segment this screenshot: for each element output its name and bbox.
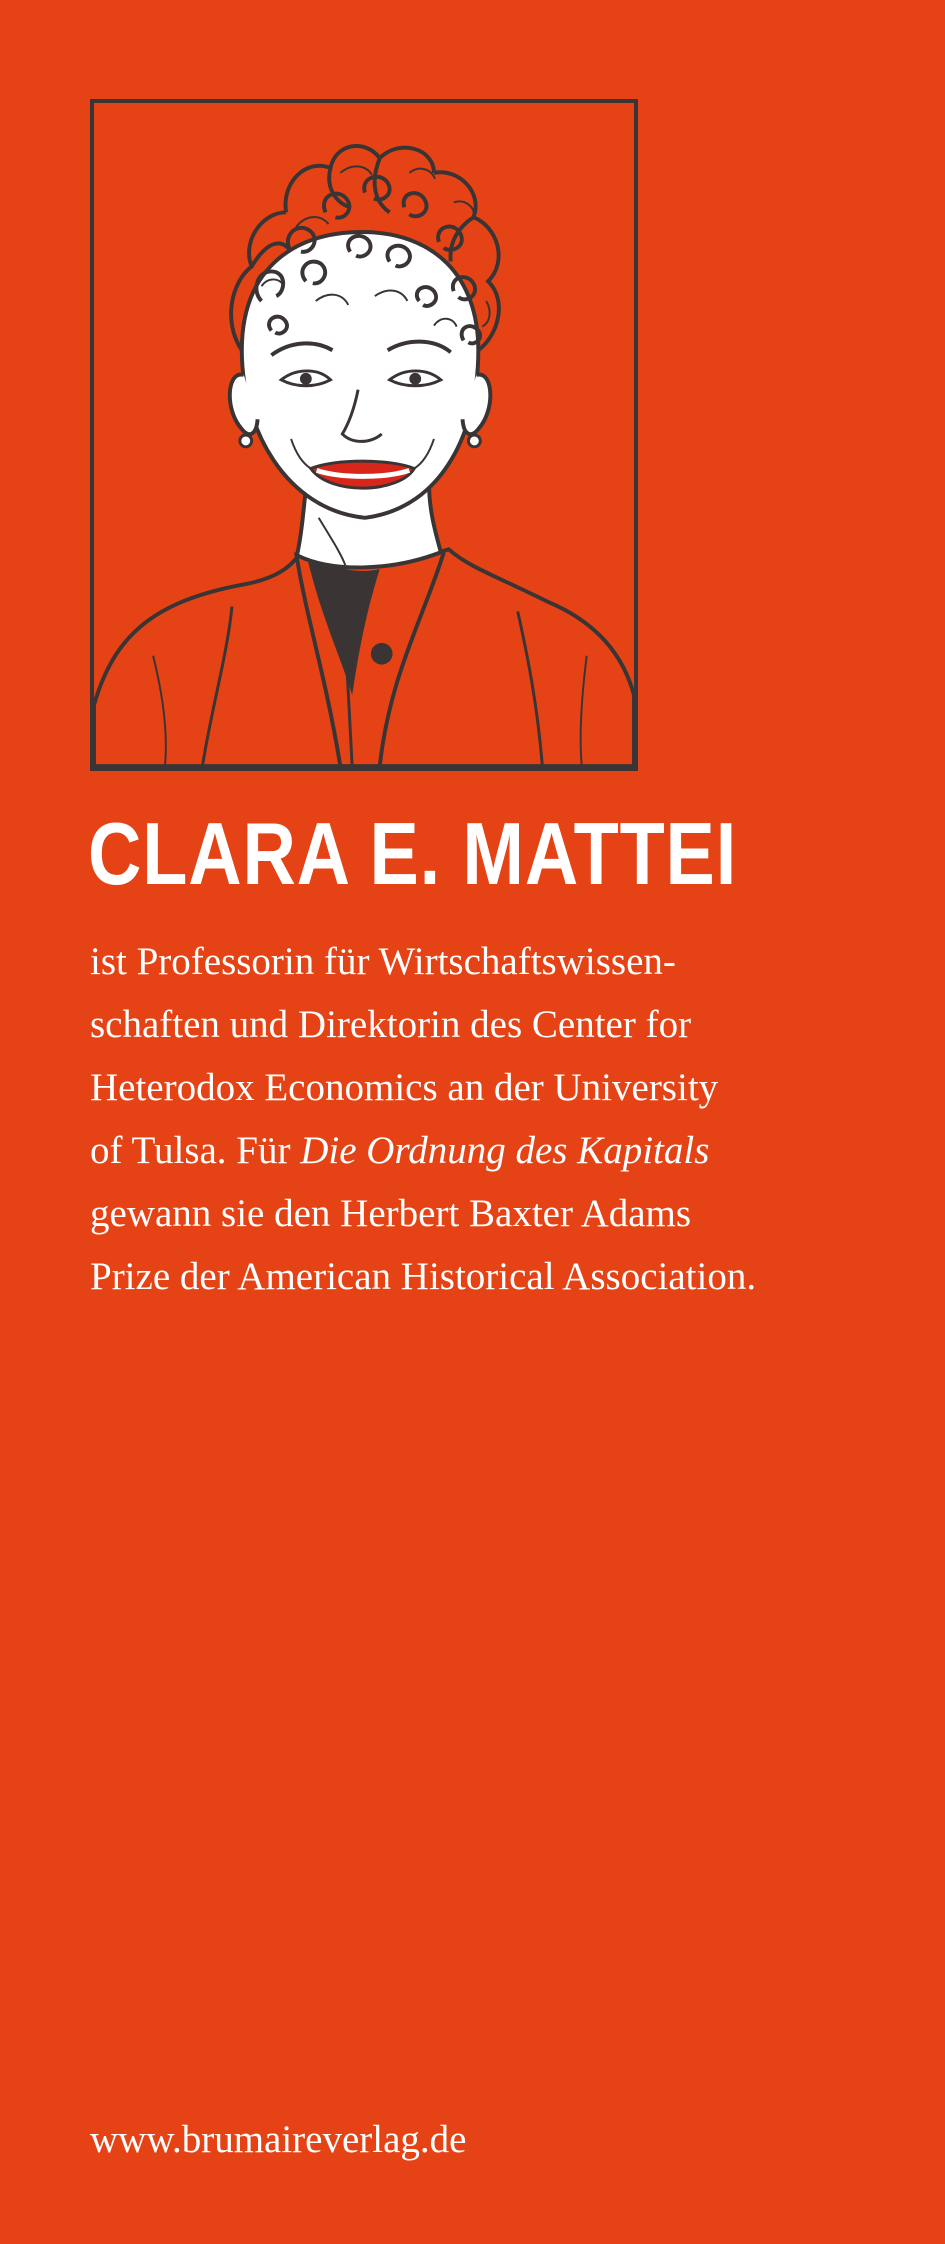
author-name: CLARA E. MATTEI — [88, 804, 738, 903]
book-title: Die Ordnung des Kapitals — [300, 1129, 710, 1172]
bio-line-text: of Tulsa. Für — [90, 1129, 301, 1172]
bio-line: schaften und Direktorin des Center for — [90, 1003, 692, 1046]
bio-line: ist Professorin für Wirtschaftswissen- — [90, 940, 676, 983]
author-bio — [90, 930, 890, 1308]
author-portrait-illustration — [94, 103, 634, 767]
bio-line: gewann sie den Herbert Baxter Adams — [90, 1192, 692, 1235]
bio-line-with-title — [90, 1119, 890, 1182]
bio-line: Heterodox Economics an der University — [90, 1066, 719, 1109]
portrait-frame — [90, 99, 638, 771]
bio-line: Prize der American Historical Association. — [90, 1255, 757, 1298]
publisher-website[interactable]: www.brumaireverlag.de — [90, 2118, 467, 2161]
